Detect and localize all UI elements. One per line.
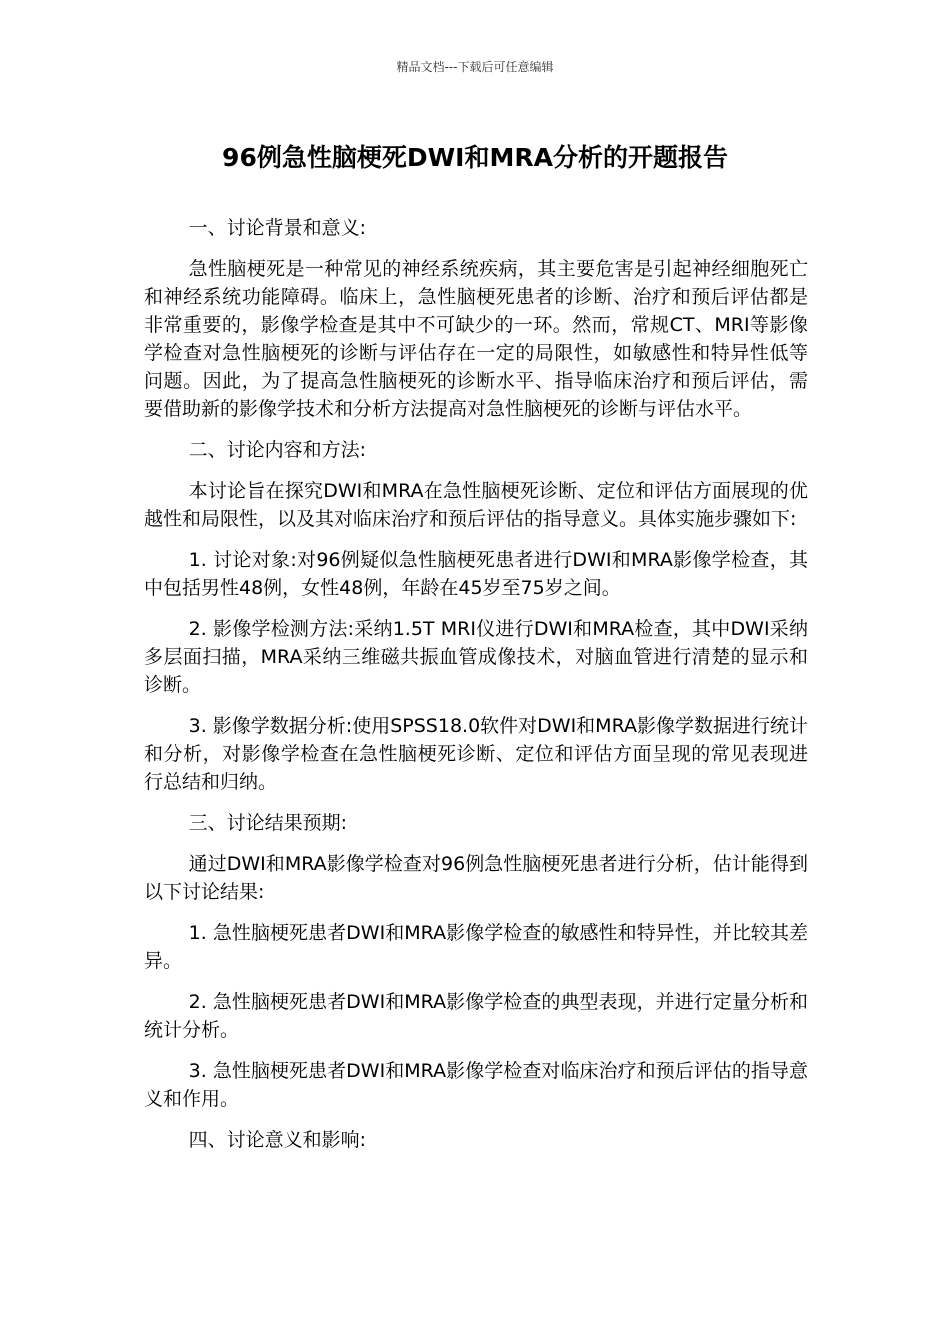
paragraph-methods-intro: 本讨论旨在探究DWI和MRA在急性脑梗死诊断、定位和评估方面展现的优越性和局限性，以及其对临床治疗和预后评估的指导意义。具体实施步骤如下: — [144, 480, 808, 530]
header-note: 精品文档---下载后可任意编辑 — [396, 60, 554, 74]
list-item-result-typical-findings: 2. 急性脑梗死患者DWI和MRA影像学检查的典型表现，并进行定量分析和统计分析。 — [144, 991, 808, 1041]
document-title: 96例急性脑梗死DWI和MRA分析的开题报告 — [222, 143, 728, 172]
section-heading-background: 一、讨论背景和意义: — [188, 217, 367, 239]
section-heading-significance: 四、讨论意义和影响: — [188, 1129, 367, 1151]
section-heading-methods: 二、讨论内容和方法: — [188, 439, 367, 461]
paragraph-expected-results-intro: 通过DWI和MRA影像学检查对96例急性脑梗死患者进行分析，估计能得到以下讨论结果: — [144, 853, 808, 903]
list-item-result-clinical-guidance: 3. 急性脑梗死患者DWI和MRA影像学检查对临床治疗和预后评估的指导意义和作用。 — [144, 1060, 808, 1110]
list-item-subjects: 1. 讨论对象:对96例疑似急性脑梗死患者进行DWI和MRA影像学检查，其中包括男性48例，女性48例，年龄在45岁至75岁之间。 — [144, 549, 808, 599]
list-item-data-analysis: 3. 影像学数据分析:使用SPSS18.0软件对DWI和MRA影像学数据进行统计和分析，对影像学检查在急性脑梗死诊断、定位和评估方面呈现的常见表现进行总结和归纳。 — [144, 715, 808, 793]
section-heading-expected-results: 三、讨论结果预期: — [188, 812, 348, 834]
document-body — [144, 214, 808, 1167]
paragraph-background: 急性脑梗死是一种常见的神经系统疾病，其主要危害是引起神经细胞死亡和神经系统功能障碍。临床上，急性脑梗死患者的诊断、治疗和预后评估都是非常重要的，影像学检查是其中不可缺少的一环。然而，常规CT、MRI等影像学检查对急性脑梗死的诊断与评估存在一定的局限性，如敏感性和特异性低等问题。因此，为了提高急性脑梗死的诊断水平、指导临床治疗和预后评估，需要借助新的影像学技术和分析方法提高对急性脑梗死的诊断与评估水平。 — [144, 258, 808, 420]
list-item-imaging-method: 2. 影像学检测方法:采纳1.5T MRI仪进行DWI和MRA检查，其中DWI采纳多层面扫描，MRA采纳三维磁共振血管成像技术，对脑血管进行清楚的显示和诊断。 — [144, 618, 808, 696]
list-item-result-sensitivity: 1. 急性脑梗死患者DWI和MRA影像学检查的敏感性和特异性，并比较其差异。 — [144, 922, 808, 972]
